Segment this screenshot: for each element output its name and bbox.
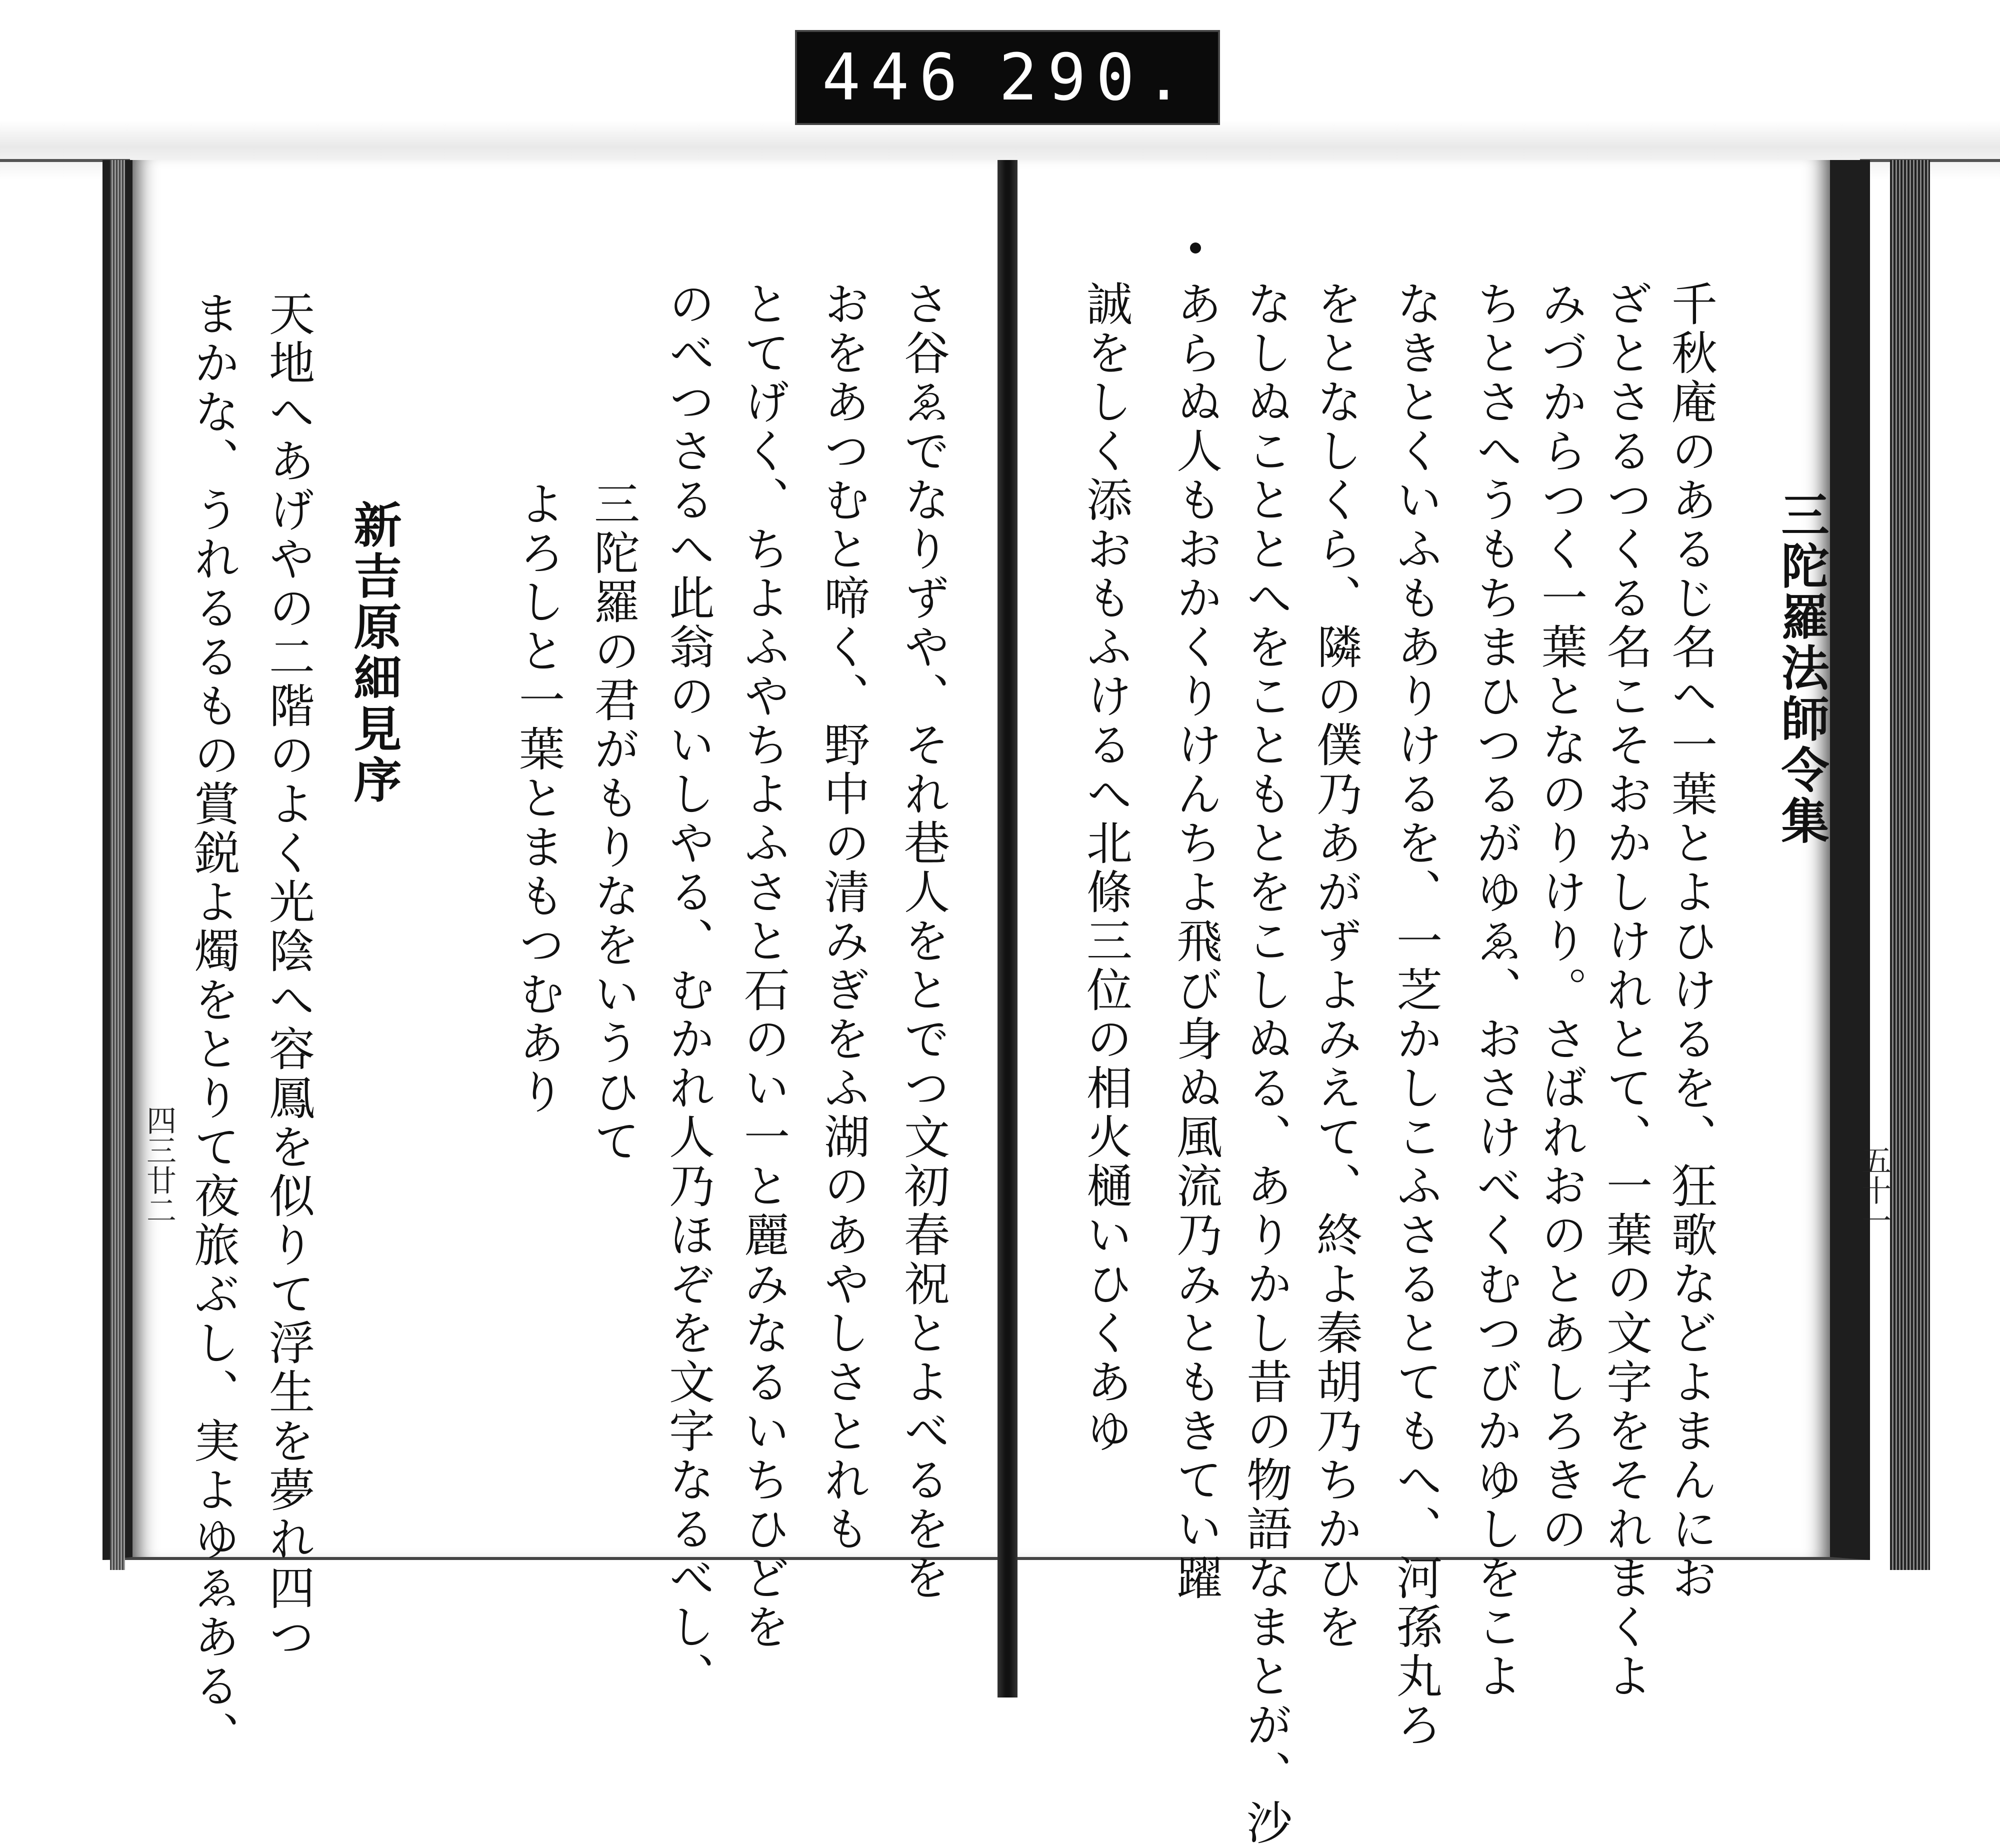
right-column-8: あらぬ人もおかくりけんちよ飛び身ぬ風流乃みともきてい躍 bbox=[1169, 280, 1222, 1603]
right-column-7: なしぬこととへをこともとをこしぬる、ありかし昔の物語なまとが、沙 bbox=[1239, 280, 1292, 1848]
left-column-4: のべつさるへ此翁のいしやる、むかれ人乃ほぞを文字なるべし、 bbox=[662, 280, 715, 1701]
right-page bbox=[1018, 160, 1870, 1560]
right-column-3: みづからつく一葉となのりけり。さばれおのとあしろきの bbox=[1534, 280, 1588, 1554]
right-page-title: 三陀羅法師令集 bbox=[1774, 490, 1830, 847]
right-column-6: をとなしくら、隣の僕乃あがずよみえて、終よ秦胡乃ちかひを bbox=[1309, 280, 1362, 1652]
left-column-3: とてげく、ちよふやちよふさと石のい一と麗みなるいちひどを bbox=[736, 280, 790, 1652]
left-page-edges bbox=[110, 160, 125, 1570]
folio-mark-right: 五十一 bbox=[1856, 1145, 1892, 1235]
left-column-2: おをあつむと啼く、野中の清みぎをふ湖のあやしさとれも bbox=[816, 280, 870, 1554]
folio-mark-left: 四三廿二 bbox=[142, 1105, 176, 1225]
ink-spot bbox=[1190, 242, 1201, 254]
right-column-4: ちとさへうもちまひつるがゆゑ、おさけべくむつびかゆしをこよ bbox=[1469, 280, 1522, 1701]
left-column-1: さ谷ゑでなりずや、それ巷人をとでつ文初春祝とよべるをを bbox=[896, 280, 950, 1603]
catalog-number-right: 290. bbox=[998, 40, 1193, 115]
right-column-1: 千秋庵のあるじ名へ一葉とよひけるを、狂歌などよまんにお bbox=[1664, 280, 1718, 1603]
preface-column-1: 天地へあげやの二階のよく光陰へ容鳳を似りて浮生を夢れ四つ bbox=[262, 290, 315, 1662]
catalog-number-left: 446 bbox=[822, 40, 968, 115]
scan-rule-right bbox=[1860, 159, 2000, 162]
book-gutter bbox=[998, 160, 1018, 1698]
catalog-label bbox=[795, 30, 1220, 125]
preface-title: 新吉原細見序 bbox=[346, 500, 402, 806]
right-page-edges bbox=[1890, 160, 1930, 1570]
preface-column-2: まかな、うれるるもの賞鋭よ燭をとりて夜旅ぶし、実よゆゑある、 bbox=[186, 290, 240, 1760]
right-column-2: ざとさるつくる名こそおかしけれとて、一葉の文字をそれまくよ bbox=[1599, 280, 1652, 1701]
left-column-6: よろしと一葉とまもつむあり bbox=[512, 480, 565, 1117]
right-column-5: なきとくいふもありけるを、一芝かしこふさるとてもへ、河孫丸ろ bbox=[1389, 280, 1442, 1750]
left-column-5: 三陀羅の君がもりなをいうひて bbox=[586, 480, 640, 1166]
right-column-9: 誠をしく添おもふけるへ北條三位の相火樋いひくあゆ bbox=[1079, 280, 1132, 1456]
